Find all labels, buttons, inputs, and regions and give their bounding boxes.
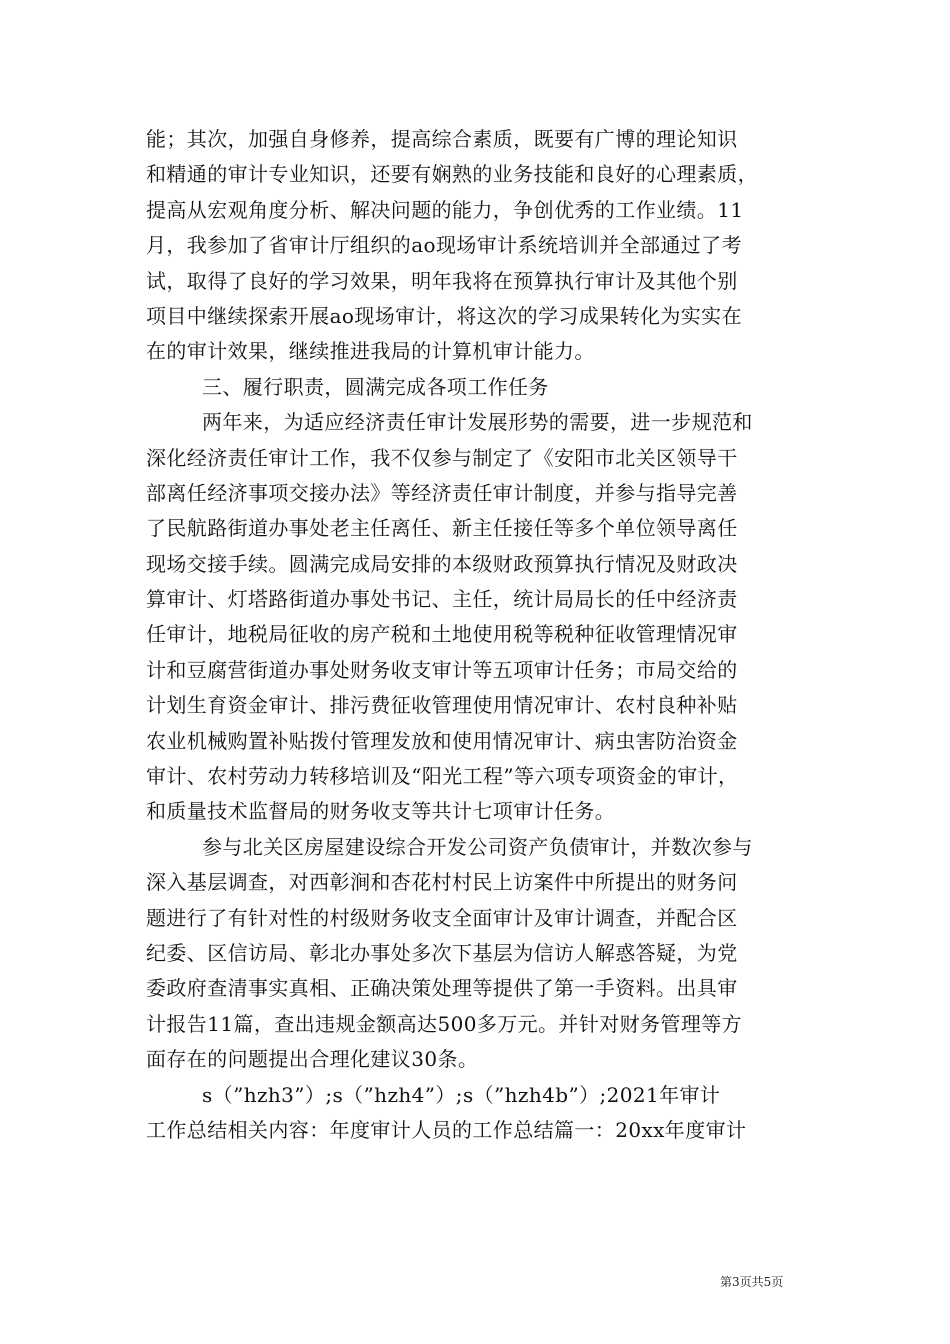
text-line: 能；其次，加强自身修养，提高综合素质，既要有广博的理论知识 [146,127,738,151]
text-line: 月，我参加了省审计厅组织的ao现场审计系统培训并全部通过了考 [146,233,742,258]
document-body [146,124,808,1150]
text-line: 深化经济责任审计工作，我不仅参与制定了《安阳市北关区领导干 [146,445,738,470]
text-line: 了民航路街道办事处老主任离任、新主任接任等多个单位领导离任 [146,516,738,541]
text-line: 委政府查清事实真相、正确决策处理等提供了第一手资料。出具审 [146,976,738,1001]
page-number: 第3页共5页 [720,1275,784,1289]
text-line: 审计、农村劳动力转移培训及“阳光工程”等六项专项资金的审计， [146,764,739,789]
text-line: 题进行了有针对性的村级财务收支全面审计及审计调查，并配合区 [146,905,738,930]
text-line: 计和豆腐营街道办事处财务收支审计等五项审计任务；市局交给的 [146,657,738,682]
text-line: 计报告11篇，查出违规金额高达500多万元。并针对财务管理等方 [146,1011,743,1036]
text-line: 面存在的问题提出合理化建议30条。 [146,1047,479,1072]
text-line: 和精通的审计专业知识，还要有娴熟的业务技能和良好的心理素质， [146,162,758,187]
text-line: 深入基层调查，对西彰涧和杏花村村民上访案件中所提出的财务问 [146,870,738,895]
text-line: s（”hzh3”）;s（”hzh4”）;s（”hzh4b”）;2021年审计 [202,1082,721,1107]
text-line: 试，取得了良好的学习效果，明年我将在预算执行审计及其他个别 [146,268,738,293]
text-line: 参与北关区房屋建设综合开发公司资产负债审计，并数次参与 [202,834,753,859]
text-line: 在的审计效果，继续推进我局的计算机审计能力。 [146,339,595,364]
text-line: 算审计、灯塔路街道办事处书记、主任，统计局局长的任中经济责 [146,587,738,612]
text-line: 提高从宏观角度分析、解决问题的能力，争创优秀的工作业绩。11 [146,197,744,222]
text-line: 计划生育资金审计、排污费征收管理使用情况审计、农村良种补贴 [146,693,738,718]
text-line: 和质量技术监督局的财务收支等共计七项审计任务。 [146,799,616,824]
text-line: 任审计，地税局征收的房产税和土地使用税等税种征收管理情况审 [146,622,738,647]
text-line: 工作总结相关内容：年度审计人员的工作总结篇一：20xx年度审计 [146,1117,747,1142]
text-line: 部离任经济事项交接办法》等经济责任审计制度，并参与指导完善 [146,480,738,505]
text-line: 现场交接手续。圆满完成局安排的本级财政预算执行情况及财政决 [146,551,738,576]
text-line: 两年来，为适应经济责任审计发展形势的需要，进一步规范和 [202,410,753,435]
text-line: 项目中继续探索开展ao现场审计，将这次的学习成果转化为实实在 [146,303,742,328]
text-line: 三、履行职责，圆满完成各项工作任务 [202,374,549,399]
text-line: 农业机械购置补贴拨付管理发放和使用情况审计、病虫害防治资金 [146,728,738,753]
text-line: 纪委、区信访局、彰北办事处多次下基层为信访人解惑答疑，为党 [146,940,738,965]
